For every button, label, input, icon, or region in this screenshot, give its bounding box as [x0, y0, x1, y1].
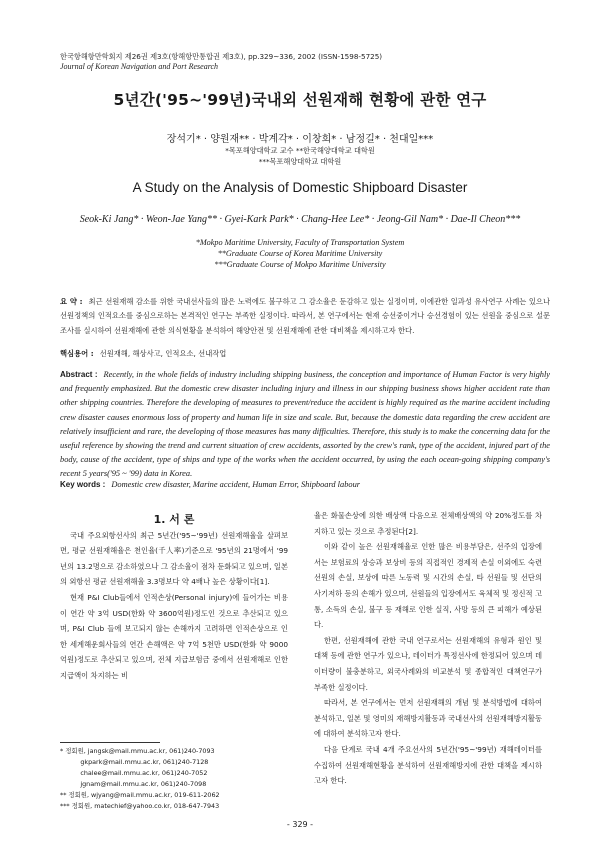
authors-english: Seok-Ki Jang* · Weon-Jae Yang** · Gyei-Kark Park* · Chang-Hee Lee* · Jeong-Gil Nam* · Dae-Il Cheon*** — [79, 214, 521, 225]
body-column-left — [60, 512, 288, 684]
affiliation-ko-line2: ***목포해양대학교 대학원 — [258, 156, 342, 166]
paragraph: 현재 P&I Club들에서 인적손상(Personal injury)에 들어가는 비용이 연간 약 3억 USD(한화 약 3600억원)정도인 것으로 추산되고 있으며, P&I Club 들에 보고되지 않는 손해까지 고려하면 인적손상으로 인한 세계해운회사들의 연간 손해액은 약 7억 5천만 USD(한화 약 9000억원)정도로 추산되고 있으며, 전체 지급보험금 중에서 선원재해로 인한 지급액이 차지하는 비 — [60, 592, 288, 680]
abstract-en-label: Abstract : — [60, 370, 98, 379]
affiliation-en-line3: ***Graduate Course of Mokpo Maritime University — [214, 259, 386, 269]
footnote-line: * 정회원, jangsk@mail.mmu.ac.kr, 061)240-7093 — [60, 747, 215, 755]
paragraph: 한편, 선원재해에 관한 국내 연구로서는 선원재해의 유형과 원인 및 대책 등에 관한 연구가 있으나, 데이터가 특정선사에 한정되어 있으며 데이터량이 불충분하고, 외국사례와의 비교분석 및 종합적인 대책연구가 부족한 실정이다. — [314, 635, 542, 692]
title-korean: 5년간('95~'99년)국내외 선원재해 현황에 관한 연구 — [113, 91, 487, 109]
paragraph: 국내 주요외항선사의 최근 5년간('95~'99년) 선원재해율을 살펴보면, 평균 선원재해율은 천인율(千人率)기준으로 '95년의 21명에서 '99년의 13.2명으로 감소하였으나 그 감소율이 점차 둔화되고 있으며, 일본의 외항선 평균 선원재해율 3.3명보다 약 4배나 높은 상황이다[1]. — [60, 530, 288, 587]
keywords-en-text: Domestic crew disaster, Marine accident, Human Error, Shipboard labour — [111, 480, 361, 489]
abstract-korean — [60, 295, 550, 338]
affiliation-en-line1: *Mokpo Maritime University, Faculty of Transportation System — [195, 238, 405, 247]
keywords-ko-label: 핵심용어 : — [60, 349, 94, 358]
keywords-english — [60, 478, 550, 492]
journal-citation-ko: 한국항해항만학회지 제26권 제3호(항해항만통합권 제3호), pp.329~336, 2002 (ISSN-1598-5725) — [60, 52, 383, 61]
journal-name-en: Journal of Korean Navigation and Port Research — [60, 62, 219, 71]
footnote-line: jgnam@mail.mmu.ac.kr, 061)240-7098 — [60, 780, 207, 788]
abstract-en-text: Recently, in the whole fields of industry including shipping business, the conception and importance of Human Factor is very highly and frequently emphasized. But the domestic crew disaster including injury and illness in our shipping business shows higher accident rate than other shipping countries. Therefore the developing of measures to prevent/reduce the accident is highly required as the marine accident including crew disaster causes enormous loss of property and human life in size and scale. But, because the domestic data regarding the crew accident are relatively insufficient and rare, the developing of those measures has many difficulties. Therefore, this study is to make the concerning data for the useful reference by showing the trend and current situation of crew accidents, assorted by the crew's rank, type of the accident, injured part of the body, cause of the accident, type of ships and type of the works when the accident occurred, by using the each ocean-going shipping company's recent 5 years('95 ~ '99) data in Korea. — [60, 370, 550, 479]
paragraph-continued: 율은 화물손상에 의한 배상액 다음으로 전체배상액의 약 20%정도를 차지하고 있는 것으로 추정된다[2]. — [314, 511, 542, 536]
page-number: - 329 - — [286, 820, 314, 829]
keywords-ko-text: 선원재해, 해상사고, 인적요소, 선내작업 — [99, 349, 227, 358]
paragraph: 이와 같이 높은 선원재해율로 인한 많은 비용부담은, 선주의 입장에서는 보험료의 상승과 보상비 등의 직접적인 경제적 손실 이외에도 숙련선원의 손실, 보상에 따른 노동력 및 시간의 손실, 타 선원들 및 선단의 사기저하 등의 손해가 있으며, 선원들의 입장에서도 육체적 및 정신적 고통, 소득의 손실, 불구 등 재해로 인한 실직, 사망 등의 큰 피해가 예상된다. — [314, 542, 542, 630]
footnote-line: chalee@mail.mmu.ac.kr, 061)240-7052 — [60, 769, 208, 777]
footnote-line: *** 정회원, matechief@yahoo.co.kr, 018-647-7943 — [60, 802, 220, 810]
paragraph: 다음 단계로 국내 4개 주요선사의 5년간('95~'99년) 재해데이터를 수집하여 선원재해현황을 분석하여 선원재해방지에 관한 대책을 제시하고자 한다. — [314, 744, 542, 786]
keywords-en-label: Key words : — [60, 480, 106, 489]
keywords-korean — [60, 347, 550, 361]
affiliation-en-line2: **Graduate Course of Korea Maritime University — [217, 248, 383, 258]
footnote-line: ** 정회원, wjyang@mail.mmu.ac.kr, 019-611-2062 — [60, 791, 220, 799]
abstract-ko-text: 최근 선원재해 감소를 위한 국내선사들의 많은 노력에도 불구하고 그 감소율은 둔감하고 있는 실정이며, 이에관한 일과성 유사연구 사례는 있으나 선원정책의 인적요소를 중심으로하는 본격적인 연구는 부족한 실정이다. 따라서, 본 연구에서는 현재 승선중이거나 승선경험이 있는 선원을 중심으로 설문조사를 실시하여 선원재해에 관한 의식현황을 분석하여 해양안전 및 선원재해에 관한 대비책을 제시하고자 한다. — [60, 297, 550, 335]
section-title-introduction: 1. 서 론 — [153, 513, 195, 526]
abstract-ko-label: 요 약 : — [60, 297, 83, 306]
paragraph: 따라서, 본 연구에서는 먼저 선원재해의 개념 및 분석방법에 대하여 분석하고, 일본 및 영미의 재해방지활동과 국내선사의 선원재해방지활동에 대하여 분석하고자 한다. — [314, 698, 542, 739]
authors-korean: 장석기* · 양원재** · 박계각* · 이창희* · 남정길* · 천대일*** — [166, 134, 434, 145]
journal-header — [60, 52, 382, 72]
footnote-line: gkpark@mail.mmu.ac.kr, 061)240-7128 — [60, 758, 209, 766]
affiliation-ko-line1: *목포해양대학교 교수 **한국해양대학교 대학원 — [225, 146, 375, 155]
body-column-right — [314, 508, 542, 789]
title-english: A Study on the Analysis of Domestic Shipboard Disaster — [132, 180, 468, 195]
abstract-english — [60, 368, 550, 482]
affiliations-korean — [0, 146, 600, 167]
footnotes — [60, 746, 300, 812]
footnote-divider — [60, 742, 160, 743]
affiliations-english — [0, 238, 600, 270]
